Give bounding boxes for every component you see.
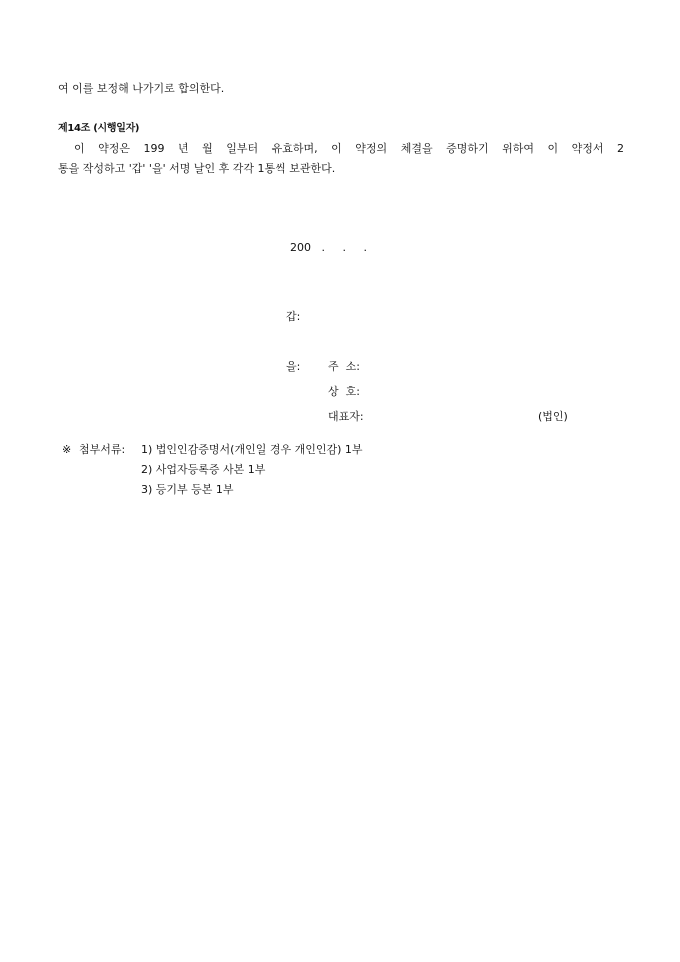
attachment-item: 1) 법인인감증명서(개인일 경우 개인인감) 1부 [141, 443, 363, 456]
article-14-heading: 제14조 (시행일자) [58, 123, 140, 134]
party-a-label: 갑: [286, 310, 301, 323]
signature-date: 200 . . . [290, 241, 367, 254]
attachment-item: 3) 등기부 등본 1부 [141, 483, 234, 496]
representative-label: 대표자: [328, 410, 364, 423]
article-14-line-1: 이 약정은 199 년 월 일부터 유효하며, 이 약정의 체결을 증명하기 위하여 이 약정서 2 [74, 142, 624, 155]
party-b-label: 을: [286, 360, 301, 373]
reference-mark: ※ [62, 443, 72, 456]
continuation-line: 여 이를 보정해 나가기로 합의한다. [58, 82, 225, 95]
company-label: 상 호: [328, 385, 360, 398]
attachment-item: 2) 사업자등록증 사본 1부 [141, 463, 266, 476]
attachments-label: 첨부서류: [79, 443, 126, 456]
address-label: 주 소: [328, 360, 360, 373]
article-14-line-2: 통을 작성하고 '갑' '을' 서명 날인 후 각각 1통씩 보관한다. [58, 162, 336, 175]
seal-note: (법인) [538, 410, 568, 423]
